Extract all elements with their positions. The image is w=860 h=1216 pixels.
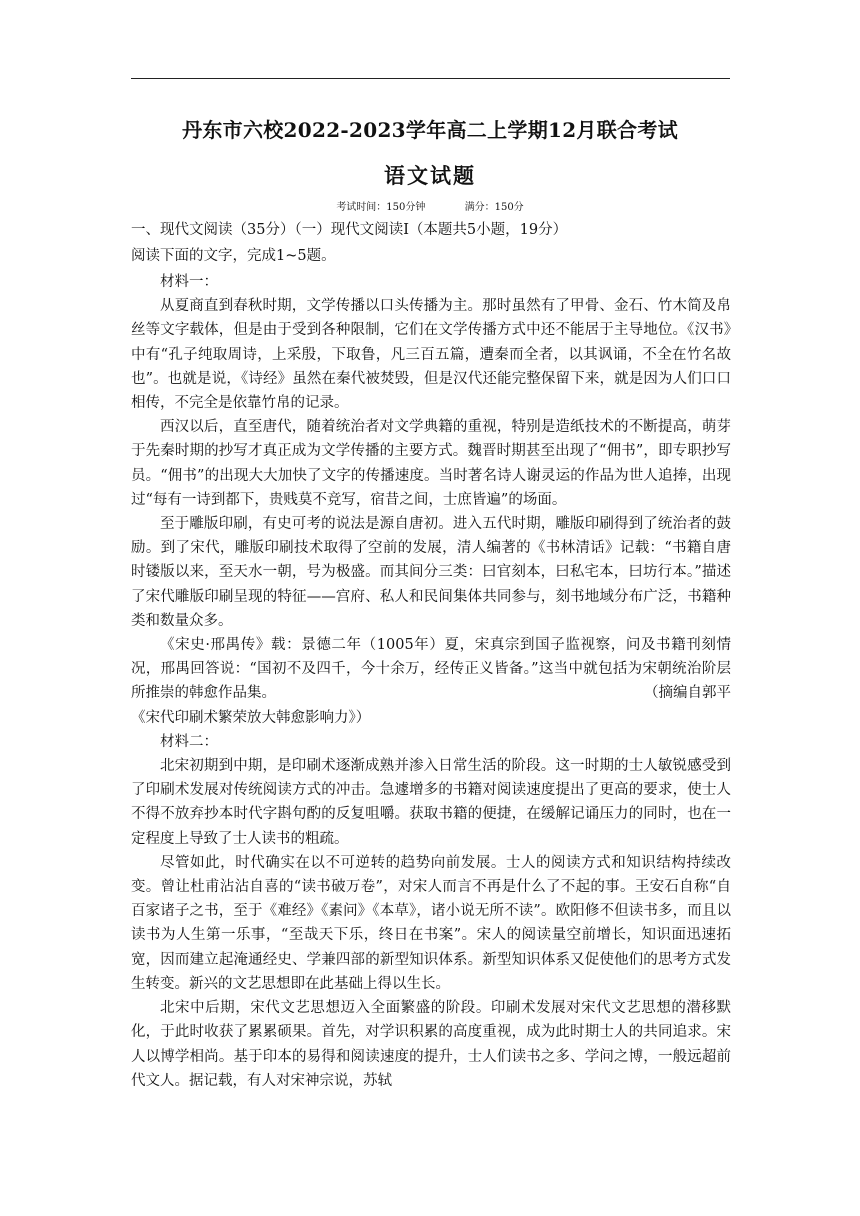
- material1-paragraph-4: [131, 633, 731, 706]
- material2-paragraph-3: 北宋中后期，宋代文艺思想迈入全面繁盛的阶段。印刷术发展对宋代文艺思想的潜移默化，于此时收获了累累硕果。首先，对学识积累的高度重视，成为此时期士人的共同追求。宋人以博学相尚。基于印本的易得和阅读速度的提升，士人们读书之多、学问之博，一般远超前代文人。据记载，有人对宋神宗说，苏轼: [131, 1000, 731, 1089]
- exam-time: 考试时间：150分钟: [336, 202, 426, 213]
- exam-title: 丹东市六校2022-2023学年高二上学期12月联合考试: [182, 118, 678, 142]
- full-score: 满分：150分: [464, 202, 524, 213]
- material2-paragraph-1: 北宋初期到中期，是印刷术逐渐成熟并渗入日常生活的阶段。这一时期的士人敏锐感受到了印刷术发展对传统阅读方式的冲击。急遽增多的书籍对阅读速度提出了更高的要求，使士人不得不放弃抄本时代字斟句酌的反复咀嚼。获取书籍的便捷，在缓解记诵压力的同时，也在一定程度上导致了士人读书的粗疏。: [131, 758, 731, 847]
- section-heading: 一、现代文阅读（35分）（一）现代文阅读Ⅰ（本题共5小题，19分）: [131, 222, 568, 238]
- material1-paragraph-1: 从夏商直到春秋时期，文学传播以口头传播为主。那时虽然有了甲骨、金石、竹木简及帛丝等文字载体，但是由于受到各种限制，它们在文学传播方式中还不能居于主导地位。《汉书》中有“孔子纯取周诗，上采殷，下取鲁，凡三百五篇，遭秦而全者，以其讽诵，不全在竹名故也”。也就是说，《诗经》虽然在秦代被焚毁，但是汉代还能完整保留下来，就是因为人们口口相传，不完全是依靠竹帛的记录。: [131, 298, 731, 412]
- material2-paragraph-2: 尽管如此，时代确实在以不可逆转的趋势向前发展。士人的阅读方式和知识结构持续改变。曾让杜甫沾沾自喜的“读书破万卷”，对宋人而言不再是什么了不起的事。王安石自称“自百家诸子之书，至于《难经》《素问》《本草》，诸小说无所不读”。欧阳修不但读书多，而且以读书为人生第一乐事，“至哉天下乐，终日在书案”。宋人的阅读量空前增长，知识面迅速拓宽，因而建立起淹通经史、学兼四部的新型知识体系。新型知识体系又促使他们的思考方式发生转变。新兴的文艺思想即在此基础上得以生长。: [131, 854, 731, 992]
- section-instruction: 阅读下面的文字，完成1~5题。: [131, 248, 336, 264]
- material1-source-head: （摘编自郭平: [644, 685, 731, 702]
- exam-meta: [0, 198, 860, 213]
- material1-paragraph-4-text: 《宋史·邢禺传》载：景德二年（1005年）夏，宋真宗到国子监视察，问及书籍刊刻情况，邢禺回答说：“国初不及四千，今十余万，经传正义皆备。”这当中就包括为宋朝统治阶层所推崇的韩愈作品集。: [131, 637, 731, 702]
- subject-title: 语文试题: [384, 163, 476, 188]
- material1-source-tail: 《宋代印刷术繁荣放大韩愈影响力》）: [131, 709, 371, 726]
- material2-label: 材料二：: [160, 733, 218, 750]
- top-rule: [131, 78, 730, 79]
- material1-paragraph-3: 至于雕版印刷，有史可考的说法是源自唐初。进入五代时期，雕版印刷得到了统治者的鼓励。到了宋代，雕版印刷技术取得了空前的发展，清人编著的《书林清话》记载：“书籍自唐时镂版以来，至天水一朝，号为极盛。而其间分三类：曰官刻本，曰私宅本，曰坊行本。”描述了宋代雕版印刷呈现的特征——宫府、私人和民间集体共同参与，刻书地域分布广泛，书籍种类和数量众多。: [131, 516, 731, 629]
- material1-paragraph-2: 西汉以后，直至唐代，随着统治者对文学典籍的重视，特别是造纸技术的不断提高，萌芽于先秦时期的抄写才真正成为文学传播的主要方式。魏晋时期甚至出现了“佣书”，即专职抄写员。“佣书”的出现大大加快了文字的传播速度。当时著名诗人谢灵运的作品为世人追捧，出现过“每有一诗到都下，贵贱莫不竞写，宿昔之间，士庶皆遍”的场面。: [131, 419, 731, 508]
- material1-label: 材料一：: [160, 274, 218, 290]
- reading-passage: [131, 270, 731, 1093]
